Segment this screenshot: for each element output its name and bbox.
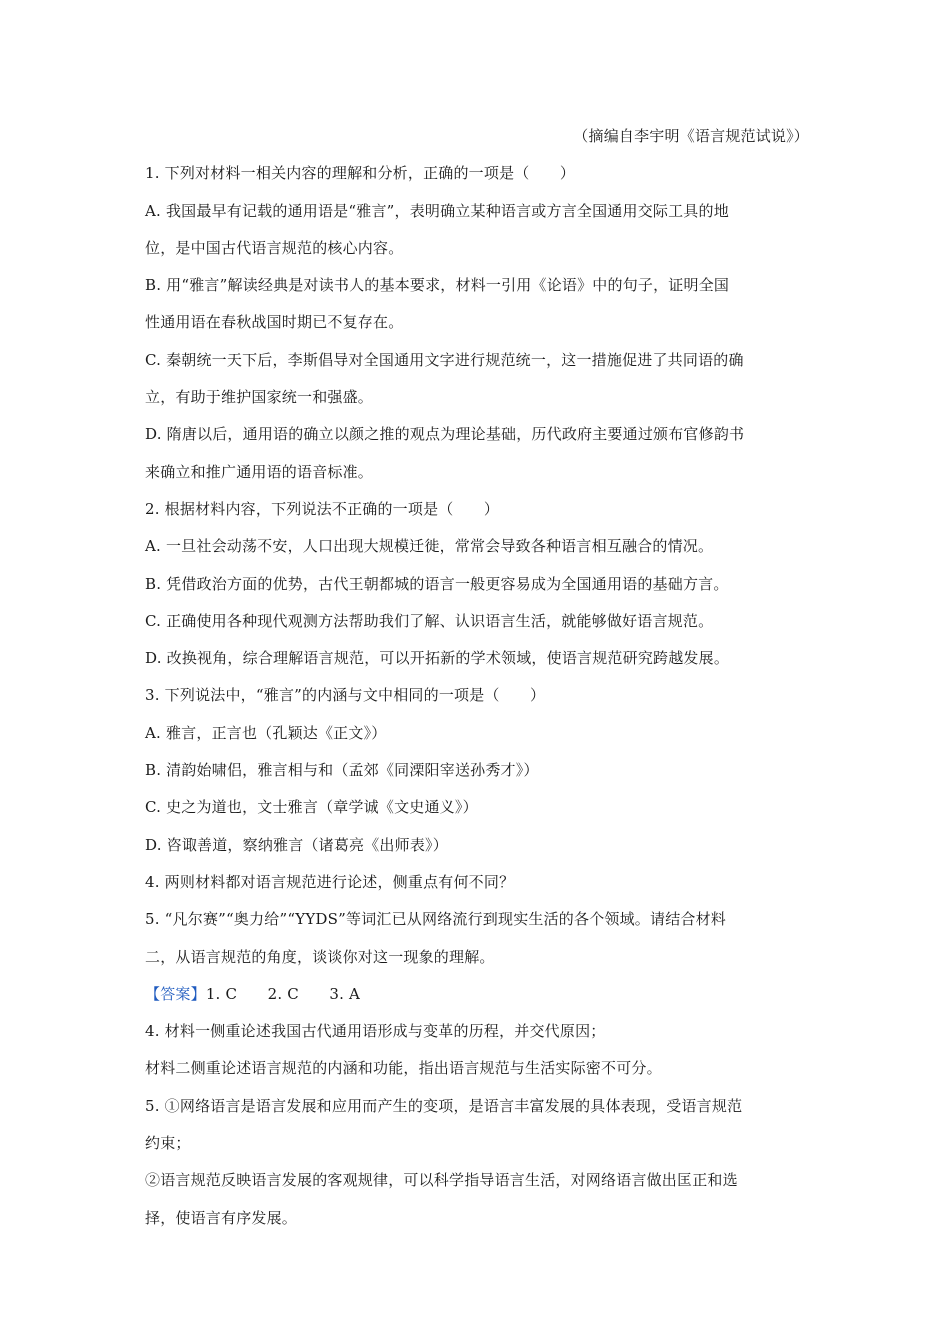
- question-2-option-c: C. 正确使用各种现代观测方法帮助我们了解、认识语言生活，就能够做好语言规范。: [145, 611, 714, 630]
- question-3-option-a: A. 雅言，正言也（孔颖达《正文》）: [145, 723, 387, 742]
- answer-line: [145, 976, 809, 1013]
- answer-explanation-line: 4. 材料一侧重论述我国古代通用语形成与变革的历程，并交代原因；: [145, 1022, 606, 1041]
- question-1-option-a-cont: 位，是中国古代语言规范的核心内容。: [145, 238, 404, 257]
- question-1-stem: 1. 下列对材料一相关内容的理解和分析，正确的一项是（ ）: [145, 164, 576, 183]
- answer-tag: 【答案】: [145, 984, 206, 1003]
- question-5-stem: 5. “凡尔赛”“奥力给”“YYDS”等词汇已从网络流行到现实生活的各个领域。请结合材料: [145, 910, 727, 929]
- question-1-option-c-cont: 立，有助于维护国家统一和强盛。: [145, 388, 374, 407]
- question-1-option-d-cont: 来确立和推广通用语的语音标准。: [145, 462, 374, 481]
- document-content: [145, 118, 809, 1237]
- question-2-option-b: B. 凭借政治方面的优势，古代王朝都城的语言一般更容易成为全国通用语的基础方言。: [145, 574, 729, 593]
- answer-choices: 1. C 2. C 3. A: [205, 984, 361, 1003]
- question-1-option-d: D. 隋唐以后，通用语的确立以颜之推的观点为理论基础，历代政府主要通过颁布官修韵书: [145, 425, 745, 444]
- question-3-option-d: D. 咨诹善道，察纳雅言（诸葛亮《出师表》）: [145, 835, 448, 854]
- source-citation: （摘编自李宇明《语言规范试说》）: [573, 127, 809, 145]
- question-1-option-b-cont: 性通用语在春秋战国时期已不复存在。: [145, 313, 404, 332]
- question-1-option-c: C. 秦朝统一天下后，李斯倡导对全国通用文字进行规范统一，这一措施促进了共同语的确: [145, 350, 744, 369]
- question-2-stem: 2. 根据材料内容，下列说法不正确的一项是（ ）: [145, 499, 500, 518]
- answer-explanation-line: 材料二侧重论述语言规范的内涵和功能，指出语言规范与生活实际密不可分。: [145, 1059, 662, 1078]
- question-5-stem-cont: 二，从语言规范的角度，谈谈你对这一现象的理解。: [145, 947, 495, 966]
- answer-explanation-line: 5. ①网络语言是语言发展和应用而产生的变项，是语言丰富发展的具体表现，受语言规范: [145, 1096, 743, 1115]
- question-4-stem: 4. 两则材料都对语言规范进行论述，侧重点有何不同？: [145, 872, 515, 891]
- answer-explanation-line: 择，使语言有序发展。: [145, 1208, 298, 1227]
- answer-explanation-line: 约束；: [145, 1134, 191, 1153]
- question-1-option-a: A. 我国最早有记载的通用语是“雅言”，表明确立某种语言或方言全国通用交际工具的地: [145, 201, 729, 220]
- question-3-option-c: C. 史之为道也，文士雅言（章学诚《文史通义》）: [145, 798, 478, 817]
- answer-explanation-line: ②语言规范反映语言发展的客观规律，可以科学指导语言生活，对网络语言做出匡正和选: [145, 1171, 738, 1190]
- question-2-option-d: D. 改换视角，综合理解语言规范，可以开拓新的学术领域，使语言规范研究跨越发展。: [145, 649, 730, 668]
- question-3-stem: 3. 下列说法中，“雅言”的内涵与文中相同的一项是（ ）: [145, 686, 546, 705]
- question-3-option-b: B. 清韵始啸侣，雅言相与和（孟郊《同溧阳宰送孙秀才》）: [145, 761, 539, 780]
- question-1-option-b: B. 用“雅言”解读经典是对读书人的基本要求，材料一引用《论语》中的句子，证明全国: [145, 276, 730, 295]
- question-2-option-a: A. 一旦社会动荡不安，人口出现大规模迁徙，常常会导致各种语言相互融合的情况。: [145, 537, 714, 556]
